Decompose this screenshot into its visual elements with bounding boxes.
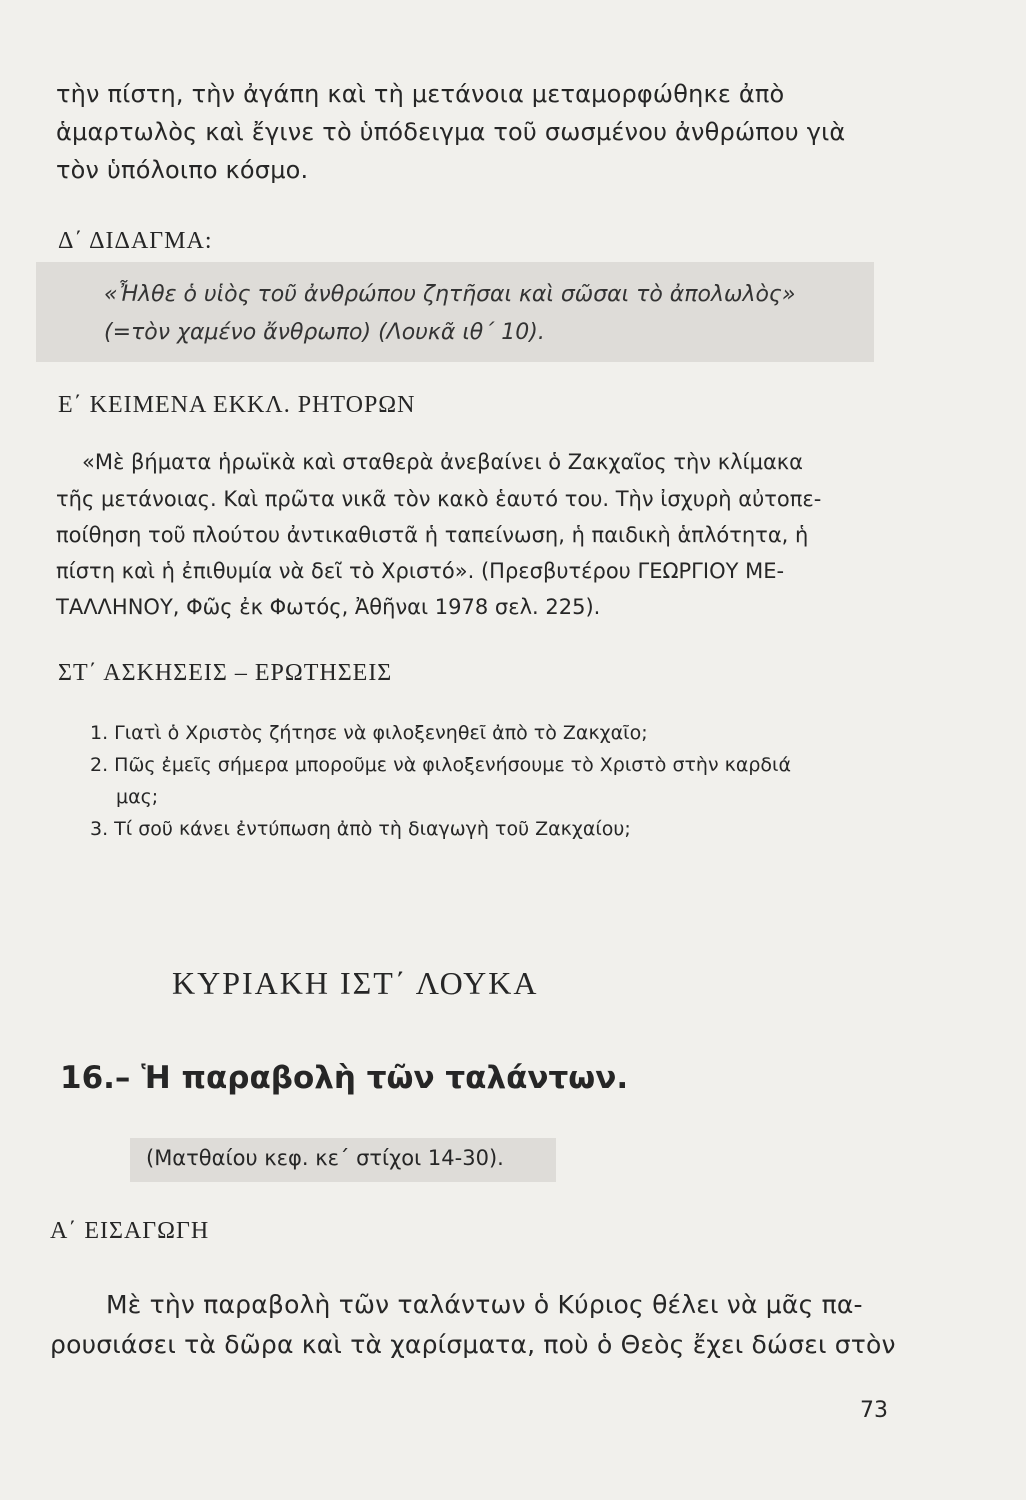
chapter-title: ΚΥΡΙΑΚΗ ΙΣΤ΄ ΛΟΥΚΑ [172,965,539,1001]
quote-shade [36,262,874,362]
text-line: ἁμαρτωλὸς καὶ ἔγινε τὸ ὑπόδειγμα τοῦ σωσμένου ἀνθρώπου γιὰ [56,118,846,146]
quote-line: (=τὸν χαμένο ἄνθρωπο) (Λουκᾶ ιθ΄ 10). [104,320,545,345]
text-line: πίστη καὶ ἡ ἐπιθυμία νὰ δεῖ τὸ Χριστό». (Πρεσβυτέρου ΓΕΩΡΓΙΟΥ ΜΕ- [56,559,785,583]
scripture-reference: (Ματθαίου κεφ. κε΄ στίχοι 14-30). [146,1146,504,1170]
section-heading-didagma: Δ΄ ΔΙΔΑΓΜΑ: [58,228,213,254]
text-line: Μὲ τὴν παραβολὴ τῶν ταλάντων ὁ Κύριος θέλει νὰ μᾶς πα- [106,1290,863,1319]
text-line: τὴν πίστη, τὴν ἀγάπη καὶ τὴ μετάνοια μεταμορφώθηκε ἀπὸ [56,80,785,108]
list-item: 1. Γιατὶ ὁ Χριστὸς ζήτησε νὰ φιλοξενηθεῖ ἀπὸ τὸ Ζακχαῖο; [90,722,648,744]
text-line: ποίθηση τοῦ πλούτου ἀντικαθιστᾶ ἡ ταπείνωση, ἡ παιδικὴ ἁπλότητα, ἡ [56,523,809,547]
page-number: 73 [860,1398,888,1423]
list-item: μας; [116,786,159,808]
list-item: 2. Πῶς ἐμεῖς σήμερα μποροῦμε νὰ φιλοξενήσουμε τὸ Χριστὸ στὴν καρδιά [90,754,791,776]
text-line: «Μὲ βήματα ἡρωϊκὰ καὶ σταθερὰ ἀνεβαίνει ὁ Ζακχαῖος τὴν κλίμακα [82,450,804,474]
section-heading-askiseis: ΣΤ΄ ΑΣΚΗΣΕΙΣ – ΕΡΩΤΗΣΕΙΣ [58,660,393,686]
text-line: ΤΑΛΛΗΝΟΥ, Φῶς ἐκ Φωτός, Ἀθῆναι 1978 σελ. 225). [56,595,601,619]
text-line: τῆς μετάνοιας. Καὶ πρῶτα νικᾶ τὸν κακὸ ἑαυτό του. Τὴν ἰσχυρὴ αὐτοπε- [56,487,822,511]
quote-line: «Ἦλθε ὁ υἱὸς τοῦ ἀνθρώπου ζητῆσαι καὶ σῶσαι τὸ ἀπολωλὸς» [104,282,796,307]
lesson-title: 16.– Ἡ παραβολὴ τῶν ταλάντων. [60,1060,629,1096]
text-line: τὸν ὑπόλοιπο κόσμο. [56,156,309,184]
section-heading-eisagogi: Α΄ ΕΙΣΑΓΩΓΗ [50,1218,210,1244]
text-line: ρουσιάσει τὰ δῶρα καὶ τὰ χαρίσματα, ποὺ ὁ Θεὸς ἔχει δώσει στὸν [50,1330,896,1359]
list-item: 3. Τί σοῦ κάνει ἐντύπωση ἀπὸ τὴ διαγωγὴ τοῦ Ζακχαίου; [90,818,631,840]
section-heading-keimena: Ε΄ ΚΕΙΜΕΝΑ ΕΚΚΛ. ΡΗΤΟΡΩΝ [58,392,416,418]
